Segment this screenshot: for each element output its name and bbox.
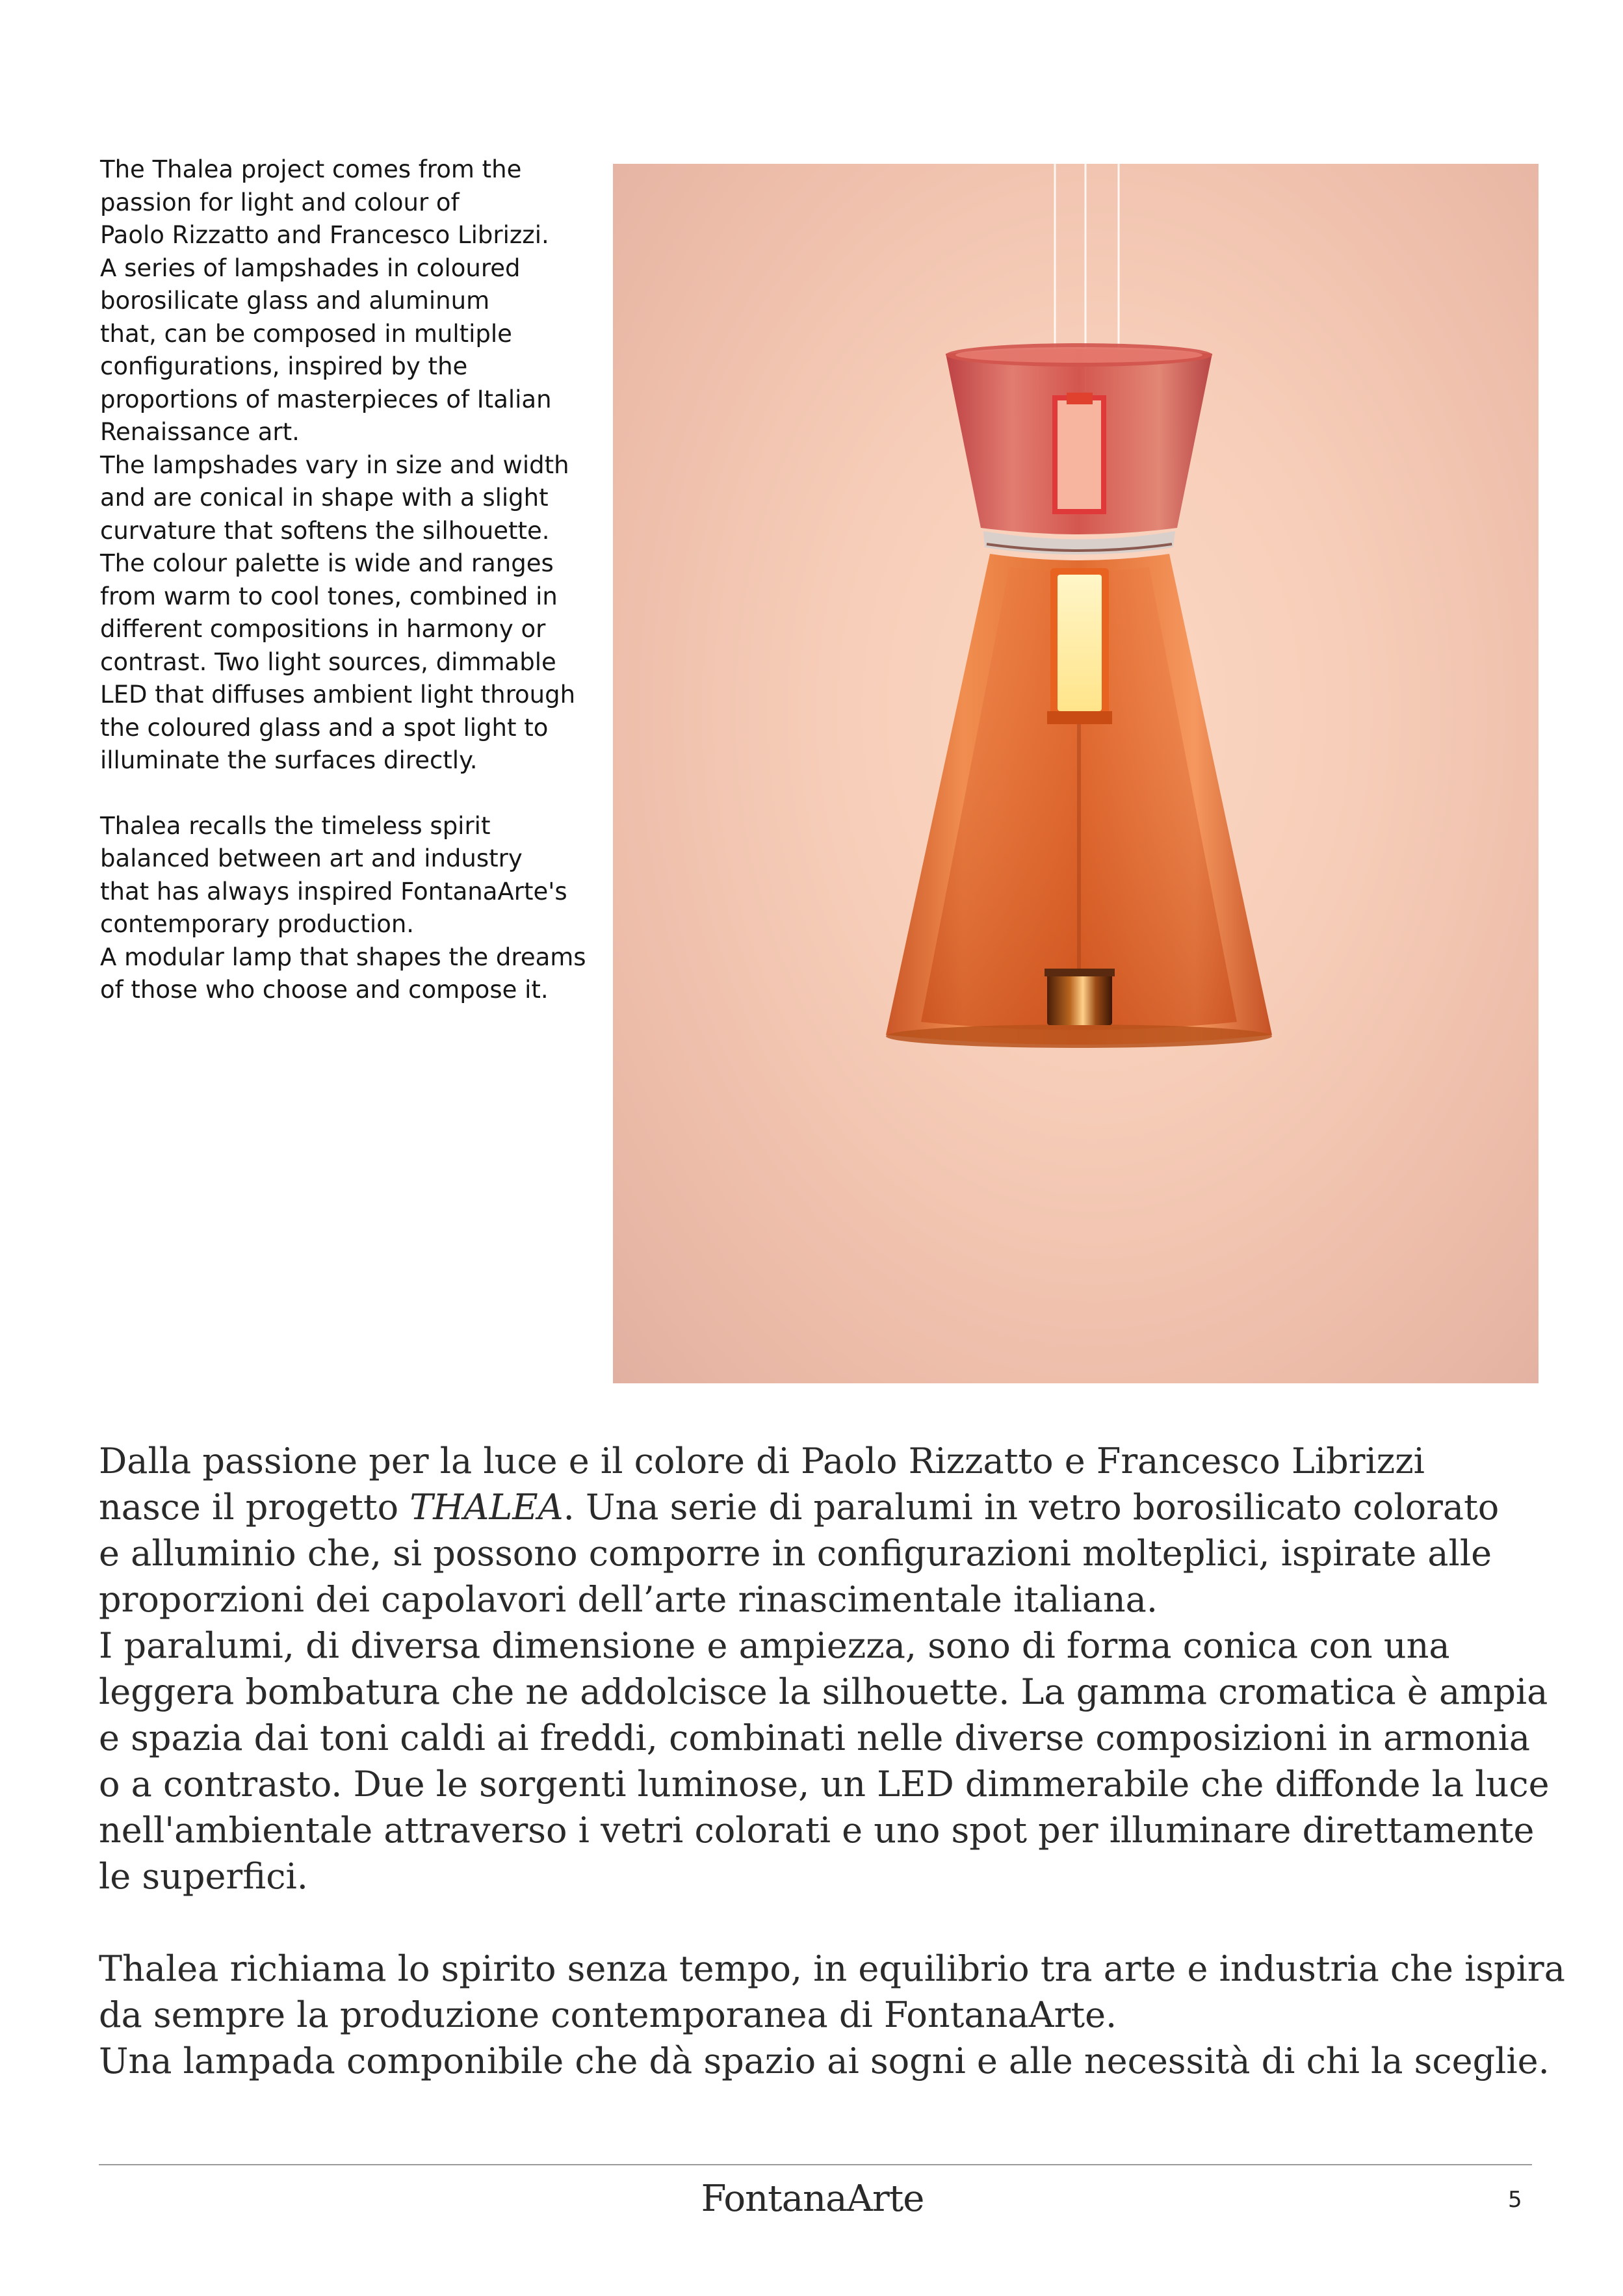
- text-line: configurations, inspired by the: [100, 352, 468, 380]
- english-paragraph-2: [100, 810, 594, 1007]
- text-line: that, can be composed in multiple: [100, 319, 512, 348]
- brand-logo: FontanaArte: [701, 2178, 924, 2220]
- text-line: proportions of masterpieces of Italian: [100, 385, 552, 413]
- text-line: the coloured glass and a spot light to: [100, 713, 549, 742]
- text-line: proporzioni dei capolavori dell’arte rinascimentale italiana.: [99, 1579, 1158, 1620]
- text-line: The lampshades vary in size and width: [100, 450, 569, 479]
- italian-paragraph-1: [99, 1438, 1550, 1899]
- text-line: of those who choose and compose it.: [100, 976, 549, 1004]
- text-line: The colour palette is wide and ranges: [100, 549, 554, 577]
- text-line: Dalla passione per la luce e il colore di Paolo Rizzatto e Francesco Librizzi: [99, 1441, 1425, 1481]
- text-line: Thalea richiama lo spirito senza tempo, in equilibrio tra arte e industria che ispira: [99, 1948, 1565, 1989]
- text-line: passion for light and colour of: [100, 188, 460, 216]
- text-line: le superfici.: [99, 1856, 308, 1897]
- text-line: Thalea recalls the timeless spirit: [100, 811, 491, 840]
- text-line: A modular lamp that shapes the dreams: [100, 943, 586, 971]
- lamp-photo: [613, 164, 1539, 1383]
- text-line: balanced between art and industry: [100, 844, 523, 872]
- footer-divider: [99, 2164, 1532, 2165]
- text-line: different compositions in harmony or: [100, 615, 546, 643]
- thalea-lamp-illustration: [613, 164, 1539, 1383]
- text-line: leggera bombatura che ne addolcisce la silhouette. La gamma cromatica è ampia: [99, 1671, 1548, 1712]
- text-line: e alluminio che, si possono comporre in configurazioni molteplici, ispirate alle: [99, 1533, 1492, 1574]
- italian-paragraph-2: [99, 1946, 1565, 2084]
- text-line: The Thalea project comes from the: [100, 155, 522, 183]
- text-line: contemporary production.: [100, 910, 415, 938]
- text-line: A series of lampshades in coloured: [100, 254, 521, 282]
- text-line: da sempre la produzione contemporanea di FontanaArte.: [99, 1994, 1117, 2035]
- text-line: Una lampada componibile che dà spazio ai sogni e alle necessità di chi la sceglie.: [99, 2041, 1550, 2081]
- text-line: LED that diffuses ambient light through: [100, 681, 576, 709]
- text-line: and are conical in shape with a slight: [100, 484, 549, 512]
- page-number: 5: [1508, 2187, 1522, 2213]
- text-line: o a contrasto. Due le sorgenti luminose, un LED dimmerabile che diffonde la luce: [99, 1764, 1550, 1805]
- text-line: that has always inspired FontanaArte's: [100, 877, 567, 906]
- text-line: from warm to cool tones, combined in: [100, 582, 558, 610]
- text-line: curvature that softens the silhouette.: [100, 516, 550, 545]
- text-line: e spazia dai toni caldi ai freddi, combinati nelle diverse composizioni in armonia: [99, 1717, 1531, 1758]
- text-line: contrast. Two light sources, dimmable: [100, 647, 556, 676]
- text-fragment: . Una serie di paralumi in vetro borosilicato colorato: [563, 1487, 1500, 1528]
- text-line: [99, 1484, 1542, 1530]
- english-paragraph-1: [100, 153, 594, 777]
- product-name: THALEA: [409, 1487, 564, 1528]
- text-line: Renaissance art.: [100, 418, 300, 446]
- text-fragment: nasce il progetto: [99, 1487, 410, 1528]
- text-line: nell'ambientale attraverso i vetri colorati e uno spot per illuminare direttamente: [99, 1810, 1535, 1851]
- english-description: [100, 153, 594, 1039]
- text-line: illuminate the surfaces directly.: [100, 746, 478, 774]
- text-line: borosilicate glass and aluminum: [100, 287, 490, 315]
- text-line: I paralumi, di diversa dimensione e ampiezza, sono di forma conica con una: [99, 1625, 1450, 1666]
- italian-description: [99, 1438, 1565, 2130]
- text-line: Paolo Rizzatto and Francesco Librizzi.: [100, 221, 549, 249]
